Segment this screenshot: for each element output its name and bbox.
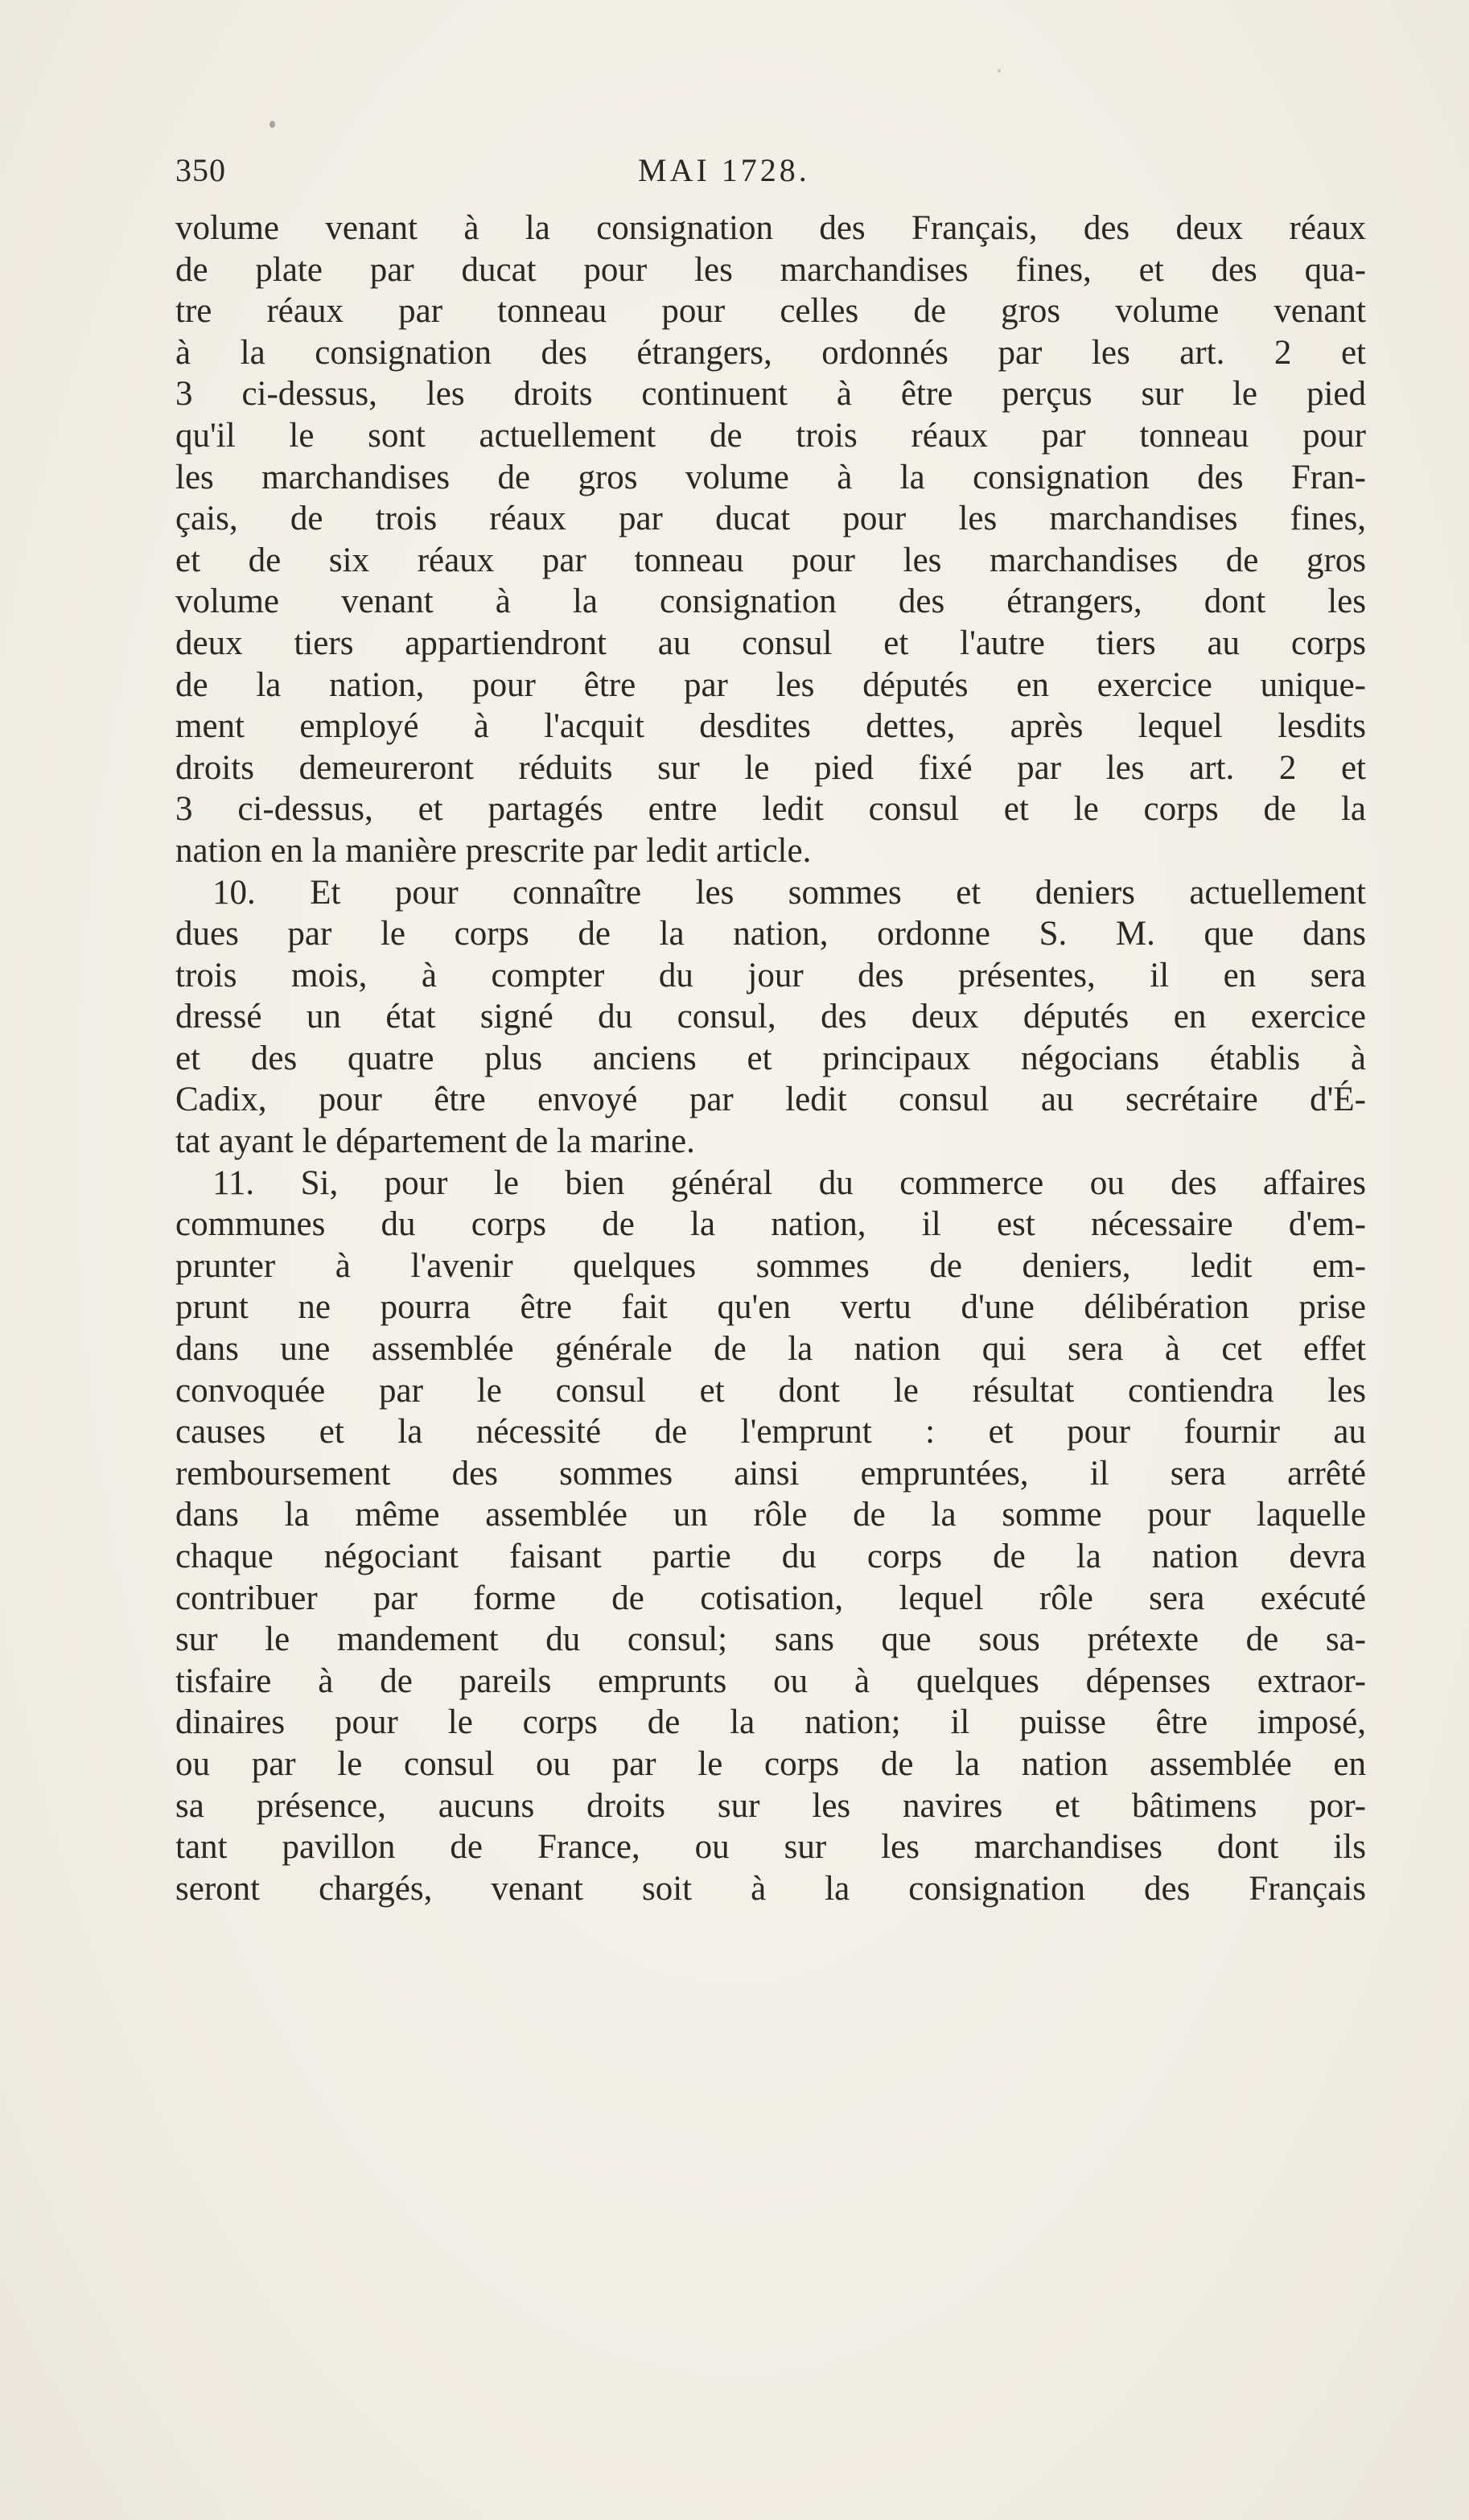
text-line: qu'il le sont actuellement de trois réaux par tonneau pour [175, 416, 1366, 455]
text-line: dressé un état signé du consul, des deux députés en exercice [175, 998, 1366, 1036]
text-line: seront chargés, venant soit à la consignation des Français [175, 1869, 1366, 1908]
text-line: 10. Et pour connaître les sommes et deniers actuellement [212, 873, 1366, 912]
text-line: dans la même assemblée un rôle de la somme pour laquelle [175, 1496, 1366, 1534]
text-line: 11. Si, pour le bien général du commerce ou des affaires [212, 1163, 1366, 1202]
body-text [175, 208, 1366, 1909]
text-line: trois mois, à compter du jour des présentes, il en sera [175, 956, 1366, 994]
text-line: Cadix, pour être envoyé par ledit consul au secrétaire d'É- [175, 1081, 1366, 1119]
text-line: 3 ci-dessus, et partagés entre ledit consul et le corps de la [175, 790, 1366, 829]
text-line: et de six réaux par tonneau pour les marchandises de gros [175, 541, 1366, 579]
text-line: prunter à l'avenir quelques sommes de deniers, ledit em- [175, 1246, 1366, 1285]
ink-speck [998, 69, 1001, 72]
running-head: MAI 1728. [638, 152, 810, 188]
text-line: chaque négociant faisant partie du corps de la nation devra [175, 1538, 1366, 1575]
text-line: contribuer par forme de cotisation, lequel rôle sera exécuté [175, 1579, 1366, 1617]
text-line: dues par le corps de la nation, ordonne S. M. que dans [175, 915, 1366, 953]
text-line: causes et la nécessité de l'emprunt : et pour fournir au [175, 1413, 1366, 1451]
text-line: nation en la manière prescrite par ledit article. [175, 831, 812, 870]
text-line: tant pavillon de France, ou sur les marchandises dont ils [175, 1828, 1366, 1867]
page-header [175, 151, 1366, 200]
text-line: volume venant à la consignation des Français, des deux réaux [175, 209, 1366, 247]
text-line: sur le mandement du consul; sans que sous prétexte de sa- [175, 1620, 1366, 1659]
text-line: prunt ne pourra être fait qu'en vertu d'une délibération prise [175, 1288, 1366, 1327]
text-line: tisfaire à de pareils emprunts ou à quelques dépenses extraor- [175, 1661, 1366, 1700]
text-line: communes du corps de la nation, il est nécessaire d'em- [175, 1205, 1366, 1244]
text-line: les marchandises de gros volume à la consignation des Fran- [175, 458, 1366, 496]
page-number: 350 [175, 152, 226, 188]
text-line: deux tiers appartiendront au consul et l'autre tiers au corps [175, 624, 1366, 662]
text-line: de la nation, pour être par les députés en exercice unique- [175, 665, 1366, 704]
text-line: volume venant à la consignation des étrangers, dont les [175, 583, 1366, 621]
text-line: tre réaux par tonneau pour celles de gros volume venant [175, 292, 1366, 331]
text-line: convoquée par le consul et dont le résultat contiendra les [175, 1371, 1366, 1410]
text-line: 3 ci-dessus, les droits continuent à être perçus sur le pied [175, 375, 1366, 414]
text-line: remboursement des sommes ainsi empruntées, il sera arrêté [175, 1454, 1366, 1493]
text-line: à la consignation des étrangers, ordonnés par les art. 2 et [175, 333, 1366, 372]
text-line: çais, de trois réaux par ducat pour les marchandises fines, [175, 500, 1366, 538]
text-line: de plate par ducat pour les marchandises fines, et des qua- [175, 250, 1366, 289]
text-line: sa présence, aucuns droits sur les navires et bâtimens por- [175, 1786, 1366, 1825]
text-line: droits demeureront réduits sur le pied fixé par les art. 2 et [175, 748, 1366, 787]
text-line: ment employé à l'acquit desdites dettes, après lequel lesdits [175, 707, 1366, 746]
text-line: tat ayant le département de la marine. [175, 1122, 695, 1161]
text-line: dinaires pour le corps de la nation; il puisse être imposé, [175, 1703, 1366, 1742]
ink-speck [270, 121, 275, 128]
text-line: et des quatre plus anciens et principaux négocians établis à [175, 1039, 1366, 1077]
text-line: ou par le consul ou par le corps de la nation assemblée en [175, 1744, 1366, 1783]
text-line: dans une assemblée générale de la nation qui sera à cet effet [175, 1330, 1366, 1369]
